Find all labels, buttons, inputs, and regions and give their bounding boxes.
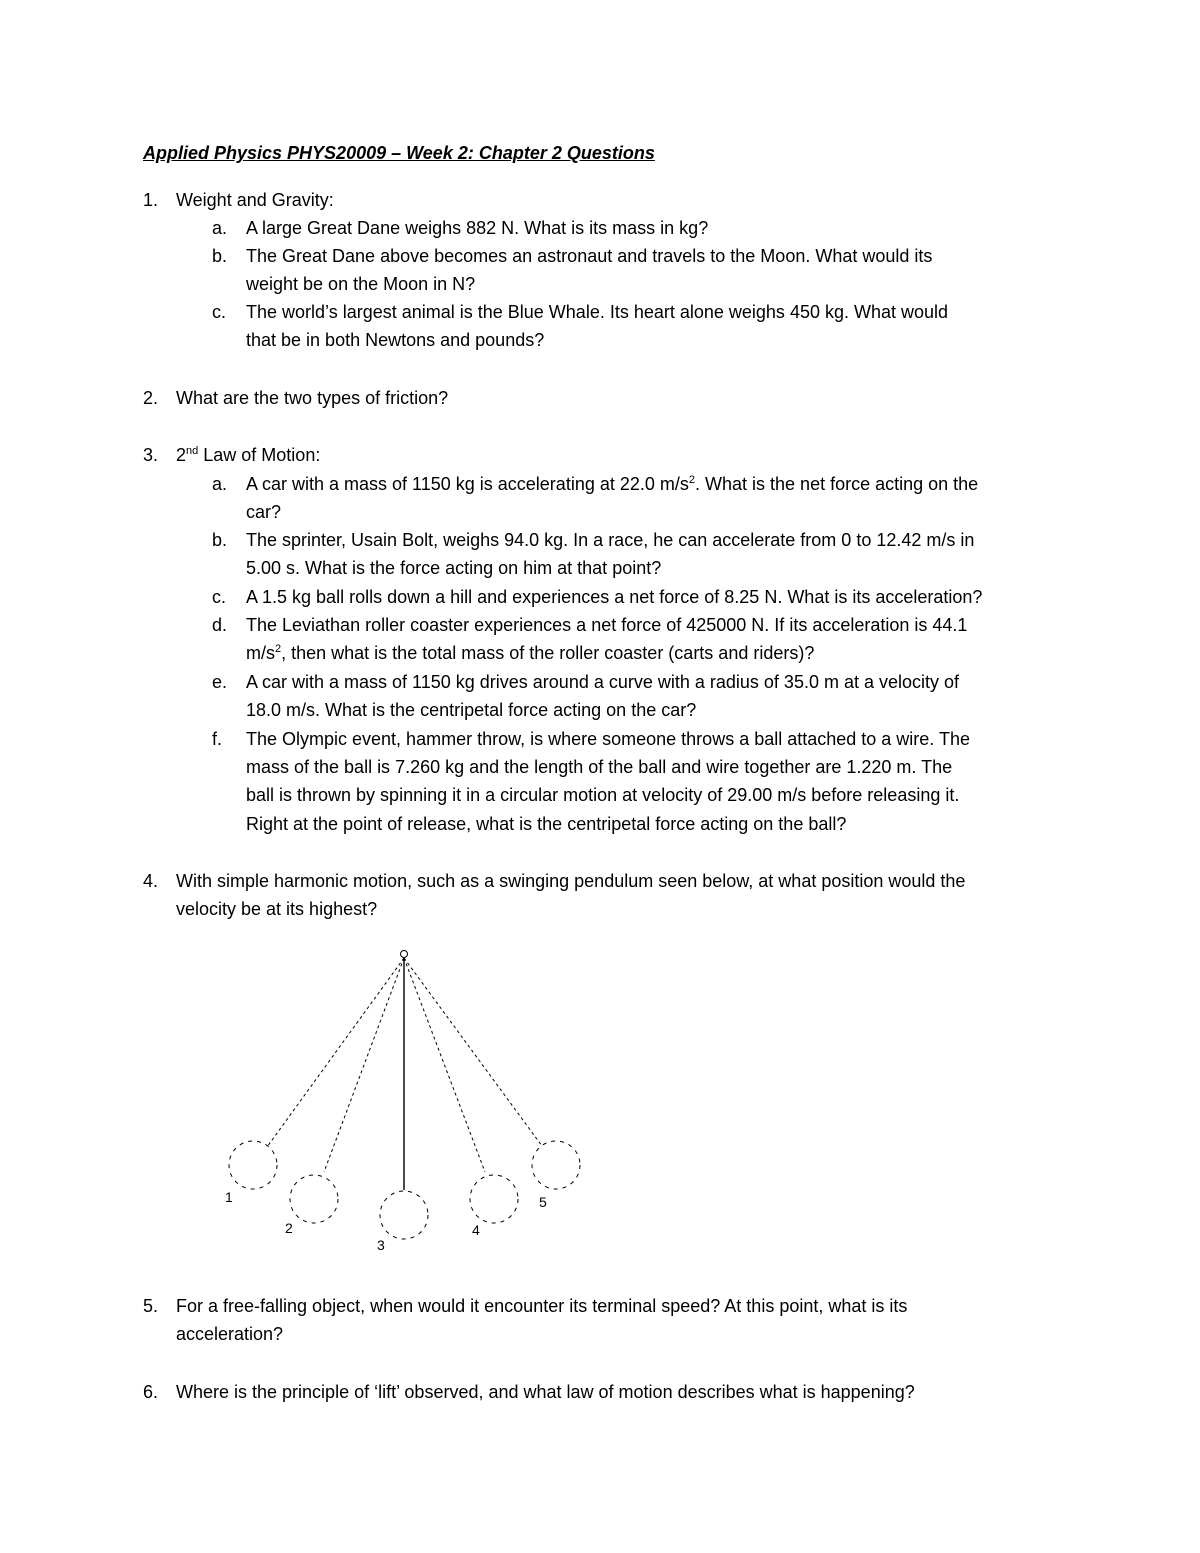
q3-number: 3. [143,445,159,465]
q1-number: 1. [143,190,159,210]
q3b-line-2: 5.00 s. What is the force acting on him at that point? [246,558,662,578]
q1c-line-1: The world’s largest animal is the Blue Whale. Its heart alone weighs 450 kg. What would [246,302,949,322]
q3-heading-ordinal: 2 [176,445,187,465]
q6-text: Where is the principle of ‘lift’ observed, and what law of motion describes what is happening? [176,1382,915,1402]
q3b-line-1: The sprinter, Usain Bolt, weighs 94.0 kg. In a race, he can accelerate from 0 to 12.42 m/s in [246,530,975,550]
q1b-label: b. [212,246,228,266]
q3f-line-2: mass of the ball is 7.260 kg and the length of the ball and wire together are 1.220 m. The [246,757,953,777]
q3a-text-pre: A car with a mass of 1150 kg is accelerating at 22.0 m/s [246,474,689,494]
q1b-line-1: The Great Dane above becomes an astronaut and travels to the Moon. What would its [246,246,933,266]
string-1 [267,958,404,1147]
q3e-label: e. [212,672,228,692]
q1c-line-2: that be in both Newtons and pounds? [246,330,545,350]
q4-line-1: With simple harmonic motion, such as a swinging pendulum seen below, at what position would the [176,871,966,891]
bob-5 [532,1141,580,1189]
q1a-label: a. [212,218,228,238]
position-label-1: 1 [225,1189,233,1205]
string-4 [404,958,485,1172]
q3c-line-1: A 1.5 kg ball rolls down a hill and experiences a net force of 8.25 N. What is its acceleration? [246,587,983,607]
q4-line-2: velocity be at its highest? [176,899,378,919]
q3d-label: d. [212,615,228,635]
q6-number: 6. [143,1382,159,1402]
string-5 [404,958,542,1146]
q5-line-2: acceleration? [176,1324,284,1344]
q3a-sup: 2 [688,474,696,486]
page-title: Applied Physics PHYS20009 – Week 2: Chapter 2 Questions [143,143,655,163]
q3f-line-1: The Olympic event, hammer throw, is where someone throws a ball attached to a wire. The [246,729,970,749]
q3f-line-4: Right at the point of release, what is the centripetal force acting on the ball? [246,814,847,834]
q3e-line-2: 18.0 m/s. What is the centripetal force acting on the car? [246,700,697,720]
q3b-label: b. [212,530,228,550]
q2-number: 2. [143,388,159,408]
q3d-text-pre: m/s [246,643,275,663]
position-label-3: 3 [377,1237,385,1253]
bob-3 [380,1191,428,1239]
q1b-line-2: weight be on the Moon in N? [246,274,476,294]
q5-number: 5. [143,1296,159,1316]
q5-line-1: For a free-falling object, when would it encounter its terminal speed? At this point, what is its [176,1296,908,1316]
q3d-line-1: The Leviathan roller coaster experiences a net force of 425000 N. If its acceleration is 44.1 [246,615,968,635]
q3f-label: f. [212,729,223,749]
q1c-label: c. [212,302,227,322]
q3a-label: a. [212,474,228,494]
q3a-line-2: car? [246,502,282,522]
position-label-5: 5 [539,1194,547,1210]
q2-text: What are the two types of friction? [176,388,449,408]
q1a-line-1: A large Great Dane weighs 882 N. What is its mass in kg? [246,218,709,238]
q1-heading: Weight and Gravity: [176,190,334,210]
q4-number: 4. [143,871,159,891]
pendulum-pivot [401,951,408,958]
q3c-label: c. [212,587,227,607]
position-label-2: 2 [285,1220,293,1236]
bob-2 [290,1175,338,1223]
q3-heading-sup: nd [186,445,199,457]
q3d-text-post: , then what is the total mass of the roller coaster (carts and riders)? [281,643,815,663]
q3f-line-3: ball is thrown by spinning it in a circular motion at velocity of 29.00 m/s before releasing it. [246,785,960,805]
position-label-4: 4 [472,1222,480,1238]
string-2 [324,958,404,1172]
q3a-text-post: . What is the net force acting on the [695,474,979,494]
q3-heading-rest: Law of Motion: [198,445,321,465]
bob-4 [470,1175,518,1223]
q3e-line-1: A car with a mass of 1150 kg drives around a curve with a radius of 35.0 m at a velocity of [246,672,960,692]
bob-1 [229,1141,277,1189]
q3d-sup: 2 [275,643,282,655]
